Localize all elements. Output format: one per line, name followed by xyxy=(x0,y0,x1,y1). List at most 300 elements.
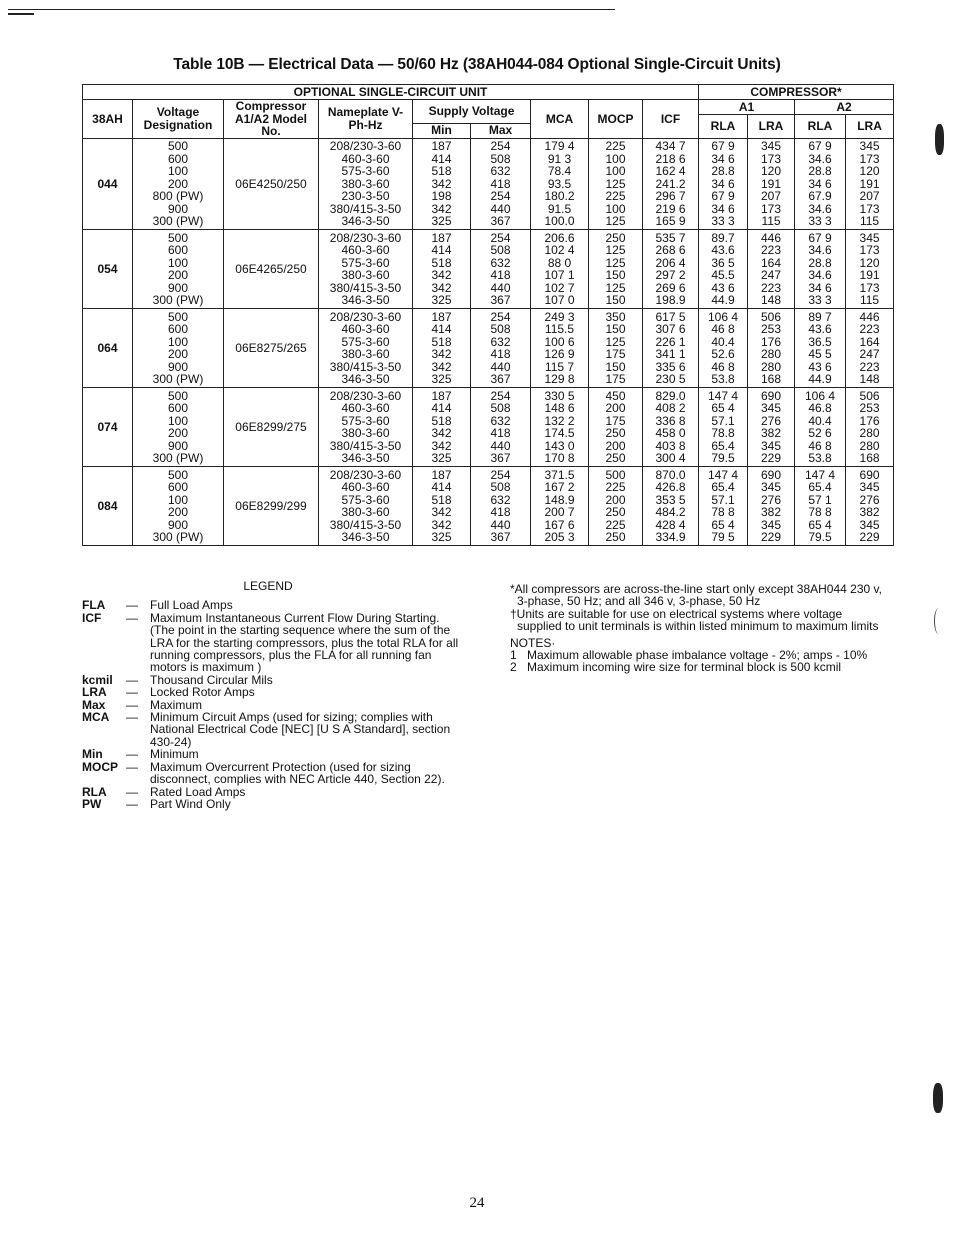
a2-lra-value: 280 xyxy=(859,438,880,453)
mca-cell xyxy=(531,230,589,309)
a2-rla-value: 89 7 xyxy=(808,309,832,324)
a2-lra-value: 345 xyxy=(859,139,880,153)
header-min: Min xyxy=(413,123,471,138)
a1-lra-value: 164 xyxy=(761,255,782,270)
mca-cell xyxy=(531,467,589,546)
a1-lra-value: 690 xyxy=(761,467,782,482)
legend-def: Full Load Amps xyxy=(150,598,233,613)
icf-value: 165 9 xyxy=(655,214,686,228)
a1-rla-value: 57.1 xyxy=(711,492,735,507)
mocp-value: 225 xyxy=(605,480,626,494)
a1-rla-value: 34 6 xyxy=(711,151,735,166)
min-value: 342 xyxy=(431,426,452,440)
nameplate-value: 575-3-60 xyxy=(341,492,390,507)
a2-lra-value: 120 xyxy=(859,255,880,270)
max-value: 418 xyxy=(490,426,511,440)
a1-lra-value: 382 xyxy=(761,426,782,440)
nameplate-value: 380-3-60 xyxy=(341,426,390,440)
mca-value: 330 5 xyxy=(544,388,575,403)
mca-value: 115.5 xyxy=(544,322,575,336)
table-body xyxy=(83,138,894,546)
legend-abbr: kcmil xyxy=(82,672,113,687)
nameplate-value: 346-3-50 xyxy=(341,293,390,307)
min-value: 342 xyxy=(431,176,452,191)
a1-rla-value: 33 3 xyxy=(711,214,735,228)
voltage-value: 900 xyxy=(167,280,189,295)
voltage-value: 600 xyxy=(167,322,189,336)
mocp-value: 100 xyxy=(605,164,626,178)
a2-rla-value: 36.5 xyxy=(808,334,832,349)
a1-rla-value: 44.9 xyxy=(711,293,735,307)
note-text: Maximum allowable phase imbalance voltage - 2%; amps - 10% xyxy=(527,648,868,663)
icf-value: 218 6 xyxy=(655,151,686,166)
max-value: 508 xyxy=(490,480,511,494)
a1-lra-value: 191 xyxy=(761,176,782,191)
mocp-value: 225 xyxy=(605,189,626,203)
legend-dash: — xyxy=(126,796,138,811)
legend-dash: — xyxy=(126,610,138,625)
a2-rla-value: 40.4 xyxy=(808,413,832,428)
voltage-value: 200 xyxy=(167,505,189,519)
voltage-value: 500 xyxy=(167,230,189,245)
mocp-cell xyxy=(589,138,643,230)
unit-size-cell: 084 xyxy=(83,467,133,546)
a1-rla-cell xyxy=(699,309,748,388)
a2-rla-value: 53.8 xyxy=(808,451,832,465)
a2-lra-value: 115 xyxy=(859,214,880,228)
unit-size-cell: 074 xyxy=(83,388,133,467)
top-rule xyxy=(8,9,615,10)
voltage-value: 500 xyxy=(167,139,189,153)
voltage-value: 900 xyxy=(167,438,189,453)
voltage-cell xyxy=(133,309,224,388)
voltage-cell xyxy=(133,138,224,230)
a2-rla-value: 67 9 xyxy=(808,139,832,153)
a2-lra-value: 173 xyxy=(859,243,880,257)
compressor-model-cell: 06E8275/265 xyxy=(224,309,319,388)
legend-abbr: Min xyxy=(82,747,103,762)
nameplate-value: 208/230-3-60 xyxy=(329,139,402,153)
mocp-value: 225 xyxy=(605,139,626,153)
max-value: 440 xyxy=(490,280,511,295)
mca-value: 88 0 xyxy=(547,255,572,270)
min-value: 342 xyxy=(431,517,452,532)
a1-rla-value: 67 9 xyxy=(711,139,735,153)
legend-def: Minimum Circuit Amps (used for sizing; complies with National Electrical Code [NEC] [U S A Standard], section 430-24) xyxy=(150,710,451,749)
a2-rla-value: 65 4 xyxy=(808,517,832,532)
mocp-value: 200 xyxy=(605,401,626,415)
mocp-value: 225 xyxy=(605,517,626,532)
voltage-value: 600 xyxy=(167,151,189,166)
a1-rla-cell xyxy=(699,467,748,546)
legend-abbr: MCA xyxy=(82,710,110,725)
icf-value: 341 1 xyxy=(655,347,686,361)
a2-lra-value: 176 xyxy=(859,413,880,428)
a2-rla-value: 33 3 xyxy=(808,214,832,228)
max-value: 418 xyxy=(490,347,511,361)
note-item xyxy=(510,661,885,673)
header-max: Max xyxy=(471,123,531,138)
voltage-value: 100 xyxy=(167,255,189,270)
header-a1: A1 xyxy=(699,100,795,115)
min-value: 187 xyxy=(431,230,452,245)
mocp-value: 250 xyxy=(605,530,626,544)
max-value: 440 xyxy=(490,438,511,453)
mca-value: 126 9 xyxy=(544,347,575,361)
header-voltage: Voltage Designation xyxy=(133,100,224,139)
voltage-value: 100 xyxy=(167,164,189,178)
a2-lra-value: 115 xyxy=(859,293,880,307)
legend-abbr: Max xyxy=(82,697,106,712)
legend-dash: — xyxy=(126,759,138,774)
max-cell xyxy=(471,467,531,546)
icf-value: 428 4 xyxy=(655,517,686,532)
compressor-model-cell: 06E8299/299 xyxy=(224,467,319,546)
nameplate-value: 208/230-3-60 xyxy=(329,388,402,403)
min-value: 518 xyxy=(431,255,452,270)
min-value: 342 xyxy=(431,438,452,453)
max-cell xyxy=(471,138,531,230)
icf-value: 206 4 xyxy=(655,255,686,270)
header-a1-lra: LRA xyxy=(748,115,795,139)
legend-item xyxy=(82,711,462,748)
table-title: Table 10B — Electrical Data — 50/60 Hz (38AH044-084 Optional Single-Circuit Units) xyxy=(173,56,781,73)
a1-lra-value: 690 xyxy=(761,388,782,403)
mca-value: 180.2 xyxy=(544,189,575,203)
legend-abbr: PW xyxy=(82,796,102,811)
max-value: 508 xyxy=(490,243,511,257)
mca-value: 148.9 xyxy=(544,492,575,507)
min-value: 518 xyxy=(431,492,452,507)
voltage-value: 100 xyxy=(167,492,189,507)
a1-lra-value: 280 xyxy=(761,359,782,374)
mca-value: 102 7 xyxy=(544,280,575,295)
mocp-value: 175 xyxy=(605,347,626,361)
mocp-cell xyxy=(589,230,643,309)
mocp-value: 100 xyxy=(605,151,626,166)
a1-lra-value: 223 xyxy=(761,280,782,295)
voltage-value: 300 (PW) xyxy=(152,372,204,386)
nameplate-value: 460-3-60 xyxy=(341,480,390,494)
a2-lra-cell xyxy=(846,467,894,546)
nameplate-value: 460-3-60 xyxy=(341,401,390,415)
min-value: 325 xyxy=(431,451,452,465)
icf-cell xyxy=(643,467,699,546)
legend-dash: — xyxy=(126,747,138,762)
a1-lra-cell xyxy=(748,388,795,467)
max-value: 440 xyxy=(490,517,511,532)
min-value: 187 xyxy=(431,467,452,482)
a1-lra-value: 345 xyxy=(761,517,782,532)
legend-items xyxy=(82,599,462,810)
note-number: 1 xyxy=(510,648,517,663)
nameplate-value: 575-3-60 xyxy=(341,413,390,428)
max-value: 367 xyxy=(490,214,511,228)
a2-lra-value: 223 xyxy=(859,359,880,374)
legend-item xyxy=(82,798,462,810)
legend-item xyxy=(82,686,462,698)
a1-lra-value: 345 xyxy=(761,139,782,153)
min-cell xyxy=(413,388,471,467)
a2-lra-value: 191 xyxy=(859,176,880,191)
icf-value: 198.9 xyxy=(655,293,686,307)
voltage-value: 900 xyxy=(167,359,189,374)
mca-value: 206.6 xyxy=(544,230,575,245)
max-value: 508 xyxy=(490,151,511,166)
icf-value: 162 4 xyxy=(655,164,686,178)
a2-rla-value: 43.6 xyxy=(808,322,832,336)
mca-value: 249 3 xyxy=(544,309,575,324)
a2-lra-cell xyxy=(846,138,894,230)
a2-rla-cell xyxy=(795,138,846,230)
a1-lra-value: 280 xyxy=(761,347,782,361)
a1-rla-cell xyxy=(699,230,748,309)
a1-lra-value: 229 xyxy=(761,451,782,465)
nameplate-value: 380-3-60 xyxy=(341,347,390,361)
a2-rla-cell xyxy=(795,388,846,467)
icf-value: 408 2 xyxy=(655,401,686,415)
legend-def: Locked Rotor Amps xyxy=(150,685,255,700)
max-value: 367 xyxy=(490,372,511,386)
a2-rla-value: 67.9 xyxy=(808,189,832,203)
a2-lra-value: 345 xyxy=(859,230,880,245)
a1-rla-value: 79.5 xyxy=(711,451,735,465)
legend-def: Maximum Instantaneous Current Flow During Starting. (The point in the starting sequence where the sum of the LRA for the starting compressors, plus the total RLA for all running compressors, plus the FLA for all running fan motors is maximum ) xyxy=(150,610,459,675)
mca-value: 371.5 xyxy=(544,467,575,482)
mocp-value: 250 xyxy=(605,505,626,519)
a1-lra-value: 148 xyxy=(761,293,782,307)
a1-lra-value: 253 xyxy=(761,322,782,336)
voltage-value: 600 xyxy=(167,401,189,415)
max-value: 632 xyxy=(490,413,511,428)
legend-def: Thousand Circular Mils xyxy=(150,672,273,687)
voltage-value: 300 (PW) xyxy=(152,214,204,228)
a1-lra-value: 345 xyxy=(761,438,782,453)
voltage-value: 900 xyxy=(167,517,189,532)
a1-rla-cell xyxy=(699,138,748,230)
nameplate-value: 346-3-50 xyxy=(341,451,390,465)
legend xyxy=(82,580,462,810)
top-rule-mark xyxy=(8,13,34,15)
mocp-value: 125 xyxy=(605,255,626,270)
a2-rla-value: 44.9 xyxy=(808,372,832,386)
nameplate-value: 208/230-3-60 xyxy=(329,230,402,245)
legend-def: Maximum Overcurrent Protection (used for sizing disconnect, complies with NEC Article 440, Section 22). xyxy=(150,759,445,787)
header-unit: 38AH xyxy=(83,100,133,139)
a2-lra-value: 148 xyxy=(859,372,880,386)
min-value: 414 xyxy=(431,151,452,166)
legend-item xyxy=(82,612,462,674)
nameplate-value: 346-3-50 xyxy=(341,372,390,386)
nameplate-value: 346-3-50 xyxy=(341,530,390,544)
min-value: 342 xyxy=(431,359,452,374)
a2-rla-cell xyxy=(795,467,846,546)
a2-rla-value: 34.6 xyxy=(808,201,832,216)
header-icf: ICF xyxy=(643,100,699,139)
nameplate-value: 208/230-3-60 xyxy=(329,467,402,482)
voltage-value: 500 xyxy=(167,388,189,403)
mocp-value: 250 xyxy=(605,426,626,440)
a2-lra-value: 173 xyxy=(859,280,880,295)
a2-rla-value: 106 4 xyxy=(805,388,836,403)
a1-lra-cell xyxy=(748,467,795,546)
a1-lra-cell xyxy=(748,138,795,230)
legend-dash: — xyxy=(126,685,138,700)
max-cell xyxy=(471,388,531,467)
max-value: 254 xyxy=(490,309,511,324)
min-value: 414 xyxy=(431,401,452,415)
a2-rla-value: 147 4 xyxy=(805,467,836,482)
icf-value: 353 5 xyxy=(655,492,686,507)
icf-value: 870.0 xyxy=(655,467,686,482)
max-value: 254 xyxy=(490,189,511,203)
mca-value: 107 0 xyxy=(544,293,575,307)
voltage-cell xyxy=(133,230,224,309)
mca-value: 148 6 xyxy=(544,401,575,415)
unit-size-cell: 054 xyxy=(83,230,133,309)
note-number: 2 xyxy=(510,660,517,675)
a1-lra-value: 345 xyxy=(761,480,782,494)
a1-rla-value: 65.4 xyxy=(711,480,735,494)
mca-value: 91 3 xyxy=(547,151,572,166)
a1-rla-value: 65.4 xyxy=(711,438,735,453)
mocp-value: 175 xyxy=(605,413,626,428)
icf-value: 334.9 xyxy=(655,530,686,544)
min-value: 325 xyxy=(431,214,452,228)
a1-rla-value: 106 4 xyxy=(708,309,739,324)
max-value: 508 xyxy=(490,322,511,336)
a1-rla-value: 46 8 xyxy=(711,322,735,336)
min-value: 187 xyxy=(431,139,452,153)
icf-value: 403 8 xyxy=(655,438,686,453)
a2-rla-value: 52 6 xyxy=(808,426,832,440)
max-cell xyxy=(471,230,531,309)
mocp-cell xyxy=(589,309,643,388)
a2-lra-value: 253 xyxy=(859,401,880,415)
max-value: 367 xyxy=(490,451,511,465)
mocp-value: 350 xyxy=(605,309,626,324)
legend-def: Minimum xyxy=(150,747,199,762)
a2-lra-value: 173 xyxy=(859,151,880,166)
mocp-value: 450 xyxy=(605,388,626,403)
mca-value: 102 4 xyxy=(544,243,575,257)
legend-def: Maximum xyxy=(150,697,203,712)
nameplate-value: 380-3-60 xyxy=(341,268,390,282)
voltage-value: 200 xyxy=(167,347,189,361)
a2-lra-value: 223 xyxy=(859,322,880,336)
icf-value: 219 6 xyxy=(655,201,686,216)
a1-rla-value: 147 4 xyxy=(708,467,739,482)
mocp-cell xyxy=(589,467,643,546)
voltage-value: 800 (PW) xyxy=(152,189,204,203)
a1-rla-value: 57.1 xyxy=(711,413,735,428)
voltage-value: 600 xyxy=(167,243,189,257)
max-value: 418 xyxy=(490,268,511,282)
binding-hole-mark xyxy=(933,1083,943,1113)
voltage-value: 100 xyxy=(167,334,189,349)
nameplate-value: 460-3-60 xyxy=(341,322,390,336)
voltage-value: 900 xyxy=(167,201,189,216)
a1-lra-value: 176 xyxy=(761,334,782,349)
a1-rla-value: 89.7 xyxy=(711,230,735,245)
mca-value: 132 2 xyxy=(544,413,575,428)
nameplate-value: 460-3-60 xyxy=(341,243,390,257)
a1-rla-value: 53.8 xyxy=(711,372,735,386)
min-value: 518 xyxy=(431,164,452,178)
a2-lra-value: 446 xyxy=(859,309,880,324)
mca-value: 200 7 xyxy=(544,505,575,519)
a2-lra-value: 164 xyxy=(859,334,880,349)
a2-rla-cell xyxy=(795,309,846,388)
footnotes xyxy=(510,583,885,674)
voltage-value: 500 xyxy=(167,309,189,324)
icf-value: 617 5 xyxy=(655,309,686,324)
icf-value: 535 7 xyxy=(655,230,686,245)
mca-value: 167 6 xyxy=(544,517,575,532)
voltage-value: 300 (PW) xyxy=(152,530,204,544)
margin-scribble xyxy=(934,608,943,634)
mocp-value: 150 xyxy=(605,268,626,282)
nameplate-value: 380-3-60 xyxy=(341,176,390,191)
a2-lra-value: 506 xyxy=(859,388,880,403)
header-supply-voltage: Supply Voltage xyxy=(413,100,531,124)
icf-value: 484.2 xyxy=(655,505,686,519)
mca-cell xyxy=(531,138,589,230)
max-value: 254 xyxy=(490,388,511,403)
min-value: 325 xyxy=(431,530,452,544)
header-mocp: MOCP xyxy=(589,100,643,139)
header-unit-group: OPTIONAL SINGLE-CIRCUIT UNIT xyxy=(83,85,699,100)
voltage-value: 200 xyxy=(167,268,189,282)
a1-lra-value: 173 xyxy=(761,151,782,166)
nameplate-value: 380/415-3-50 xyxy=(329,438,402,453)
min-value: 414 xyxy=(431,480,452,494)
legend-item xyxy=(82,599,462,611)
a2-rla-value: 28.8 xyxy=(808,164,832,178)
nameplate-value: 575-3-60 xyxy=(341,255,390,270)
icf-value: 426.8 xyxy=(655,480,686,494)
mocp-value: 175 xyxy=(605,372,626,386)
a1-lra-value: 247 xyxy=(761,268,782,282)
a2-rla-value: 28.8 xyxy=(808,255,832,270)
a2-rla-value: 34.6 xyxy=(808,243,832,257)
compressor-model-cell: 06E4265/250 xyxy=(224,230,319,309)
nameplate-value: 460-3-60 xyxy=(341,151,390,166)
legend-dash: — xyxy=(126,710,138,725)
a2-lra-value: 247 xyxy=(859,347,880,361)
mca-value: 100.0 xyxy=(544,214,575,228)
voltage-value: 600 xyxy=(167,480,189,494)
mocp-value: 200 xyxy=(605,438,626,453)
legend-item xyxy=(82,674,462,686)
a1-lra-value: 446 xyxy=(761,230,782,245)
nameplate-cell xyxy=(319,309,413,388)
min-value: 187 xyxy=(431,309,452,324)
icf-value: 307 6 xyxy=(655,322,686,336)
a1-lra-cell xyxy=(748,230,795,309)
icf-value: 241.2 xyxy=(655,176,686,191)
a2-lra-value: 191 xyxy=(859,268,880,282)
nameplate-cell xyxy=(319,138,413,230)
binding-hole-mark xyxy=(935,124,944,155)
min-cell xyxy=(413,309,471,388)
min-value: 518 xyxy=(431,413,452,428)
header-a2-lra: LRA xyxy=(846,115,894,139)
a2-lra-cell xyxy=(846,388,894,467)
a1-rla-value: 28.8 xyxy=(711,164,735,178)
header-compressor-model: Compressor A1/A2 Model No. xyxy=(224,100,319,139)
a1-rla-cell xyxy=(699,388,748,467)
